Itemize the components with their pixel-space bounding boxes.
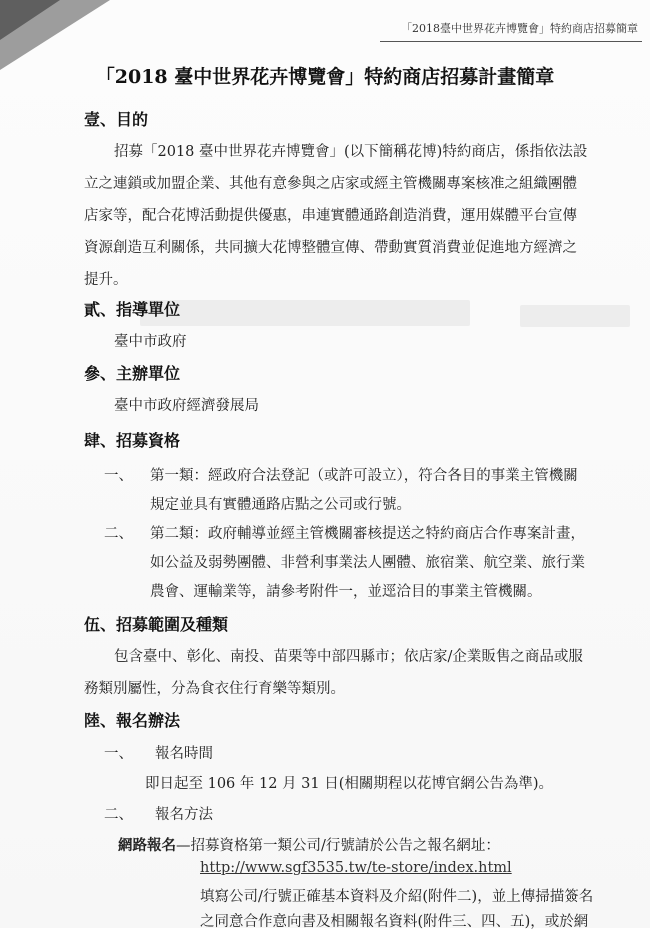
section-heading-supervising-unit: 貳、指導單位	[84, 300, 181, 319]
section-heading-organizer: 參、主辦單位	[84, 364, 181, 383]
scan-bleed-artifact	[140, 300, 470, 326]
section-heading-registration: 陸、報名辦法	[84, 711, 181, 730]
section-heading-eligibility: 肆、招募資格	[84, 431, 181, 450]
registration-url-link[interactable]: http://www.sgf3535.tw/te-store/index.html	[200, 860, 512, 876]
running-header: 「2018臺中世界花卉博覽會」特約商店招募簡章	[401, 22, 638, 35]
document-title: 「2018 臺中世界花卉博覽會」特約商店招募計畫簡章	[95, 66, 555, 88]
paragraph-line: 店家等，配合花博活動提供優惠，串連實體通路創造消費，運用媒體平台宣傳	[84, 208, 577, 224]
list-item-label: 報名方法	[155, 807, 213, 823]
paragraph-line: 立之連鎖或加盟企業、其他有意參與之店家或經主管機關專案核准之組織團體	[84, 176, 577, 192]
list-item-line: 第一類：經政府合法登記（或許可設立），符合各目的事業主管機關	[150, 468, 578, 484]
list-item-number: 一、	[104, 468, 133, 484]
paragraph-line: 即日起至 106 年 12 月 31 日(相關期程以花博官網公告為準)。	[145, 776, 554, 792]
online-registration-line	[118, 834, 500, 855]
list-item-line: 農會、運輸業等，請參考附件一，並逕洽目的事業主管機關。	[150, 584, 542, 600]
scan-corner-shadow-dark	[0, 0, 60, 40]
paragraph-line: 招募「2018 臺中世界花卉博覽會」(以下簡稱花博)特約商店，係指依法設	[114, 144, 588, 160]
section-heading-purpose: 壹、目的	[84, 110, 149, 129]
paragraph-line: 臺中市政府經濟發展局	[114, 398, 259, 414]
paragraph-line: 包含臺中、彰化、南投、苗栗等中部四縣市；依店家/企業販售之商品或服	[114, 649, 583, 665]
list-item-number: 一、	[104, 746, 133, 762]
online-registration-text: —招募資格第一類公司/行號請於公告之報名網址：	[176, 838, 500, 854]
paragraph-line: 填寫公司/行號正確基本資料及介紹(附件二)，並上傳掃描簽名	[200, 889, 594, 905]
online-registration-label: 網路報名	[118, 837, 176, 854]
paragraph-line: 提升。	[84, 272, 128, 288]
paragraph-line: 之同意合作意向書及相關報名資料(附件三、四、五)，或於網	[200, 914, 589, 930]
paragraph-line: 臺中市政府	[114, 334, 187, 350]
paragraph-line: 資源創造互利關係，共同擴大花博整體宣傳、帶動實質消費並促進地方經濟之	[84, 240, 577, 256]
list-item-label: 報名時間	[155, 746, 213, 762]
list-item-number: 二、	[104, 807, 133, 823]
section-heading-scope: 伍、招募範圍及種類	[84, 615, 229, 634]
list-item-number: 二、	[104, 526, 133, 542]
list-item-line: 如公益及弱勢團體、非營利事業法人團體、旅宿業、航空業、旅行業	[150, 555, 585, 571]
paragraph-line: 務類別屬性，分為食衣住行育樂等類別。	[84, 681, 345, 697]
list-item-line: 規定並具有實體通路店點之公司或行號。	[150, 497, 411, 513]
header-rule	[380, 41, 642, 42]
scan-bleed-artifact	[520, 305, 630, 327]
list-item-line: 第二類：政府輔導並經主管機關審核提送之特約商店合作專案計畫，	[150, 526, 585, 542]
